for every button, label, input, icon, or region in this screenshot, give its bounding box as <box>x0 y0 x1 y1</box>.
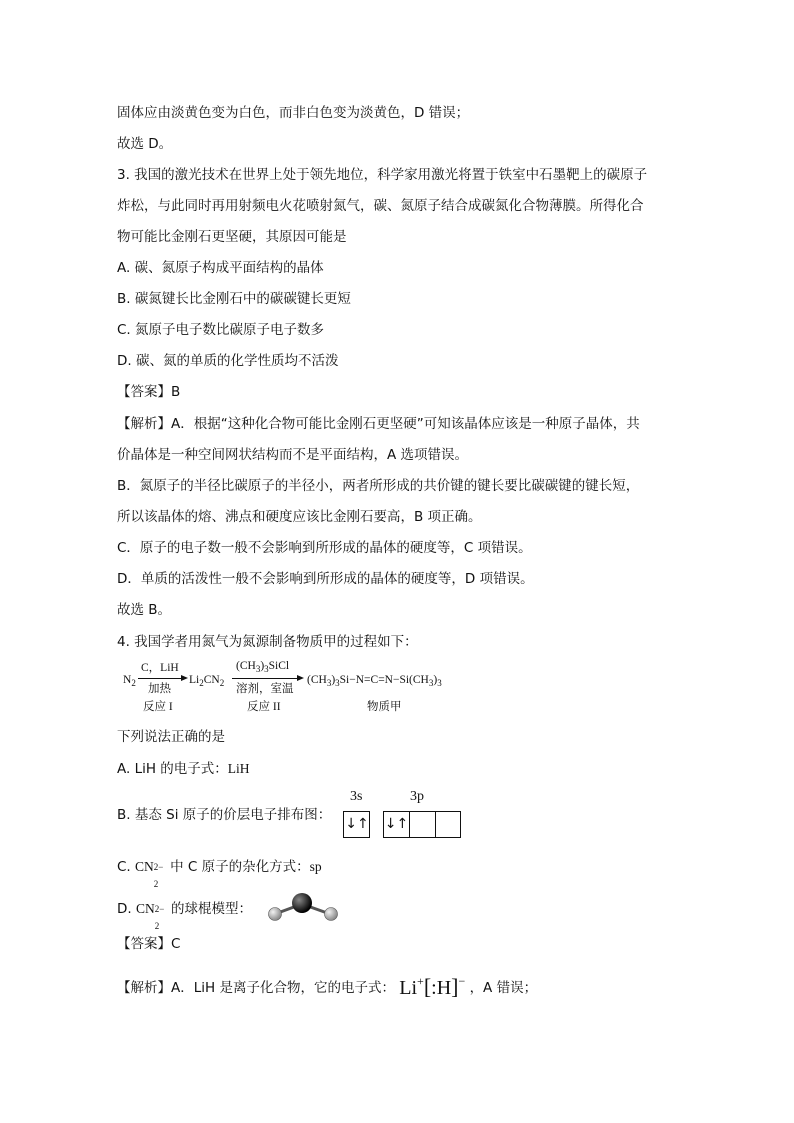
orbital-box-3p <box>383 811 461 838</box>
cn2-formula-d: CN 2− 2 <box>135 901 165 931</box>
question-3-line-2: 炸松，与此同时再用射频电火花喷射氮气，碳、氮原子结合成碳氮化合物薄膜。所得化合 <box>117 198 644 214</box>
reactant-n2: $N_2$ <box>123 674 136 688</box>
question-3-option-b: B. 碳氮键长比金刚石中的碳碳键长更短 <box>117 291 351 307</box>
question-3-explanation-4: 所以该晶体的熔、沸点和硬度应该比金刚石要高，B 项正确。 <box>117 509 482 525</box>
question-4-option-d: D. CN 2− 2 的球棍模型： <box>117 901 253 931</box>
cn2-formula: CN 2− 2 <box>135 859 164 889</box>
question-4-option-c: C. CN 2− 2 中 C 原子的杂化方式：sp <box>117 859 322 889</box>
lih-electron-formula: Li+[:H]− <box>399 974 466 999</box>
arrow-1-head <box>181 675 188 681</box>
atom-left <box>269 908 282 921</box>
orbital-3p-cell-3 <box>436 812 462 837</box>
line-1: 固体应由淡黄色变为白色，而非白色变为淡黄色，D 错误； <box>117 105 470 121</box>
orbital-box-3s <box>343 811 370 838</box>
question-4-answer: 【答案】C <box>117 936 181 952</box>
product-formula: $(CH_3)_3Si-N=C=N-Si(CH_3)_3$ <box>307 674 442 688</box>
arrow-1-conditions: 加热 <box>148 683 171 695</box>
question-3-option-d: D. 碳、氮的单质的化学性质均不活泼 <box>117 353 339 369</box>
orbital-3p-cell-2 <box>410 812 436 837</box>
question-3-answer: 【答案】B <box>117 384 181 400</box>
label-reaction-1: 反应 I <box>143 701 173 713</box>
atom-center <box>292 893 312 913</box>
orbital-3p-cell-1: ↓↑ <box>384 812 410 837</box>
question-4-explanation-1: 【解析】A．LiH 是离子化合物，它的电子式： Li+[:H]− ，A 错误； <box>117 974 538 999</box>
question-3-explanation-3: B．氮原子的半径比碳原子的半径小，两者所形成的共价键的键长要比碳碳键的键长短， <box>117 478 640 494</box>
ball-and-stick-model <box>264 892 344 926</box>
question-3-explanation-5: C．原子的电子数一般不会影响到所形成的晶体的硬度等，C 项错误。 <box>117 540 532 556</box>
question-3-explanation-2: 价晶体是一种空间网状结构而不是平面结构，A 选项错误。 <box>117 447 469 463</box>
question-4-option-a: A. LiH 的电子式：LiH <box>117 761 250 777</box>
arrow-2-reagents: $(CH_3)_3SiCl$ <box>236 660 290 674</box>
question-3-option-c: C. 氮原子电子数比碳原子电子数多 <box>117 322 325 338</box>
orbital-label-3s: 3s <box>350 789 363 804</box>
line-2: 故选 D。 <box>117 136 173 152</box>
question-3-explanation-6: D．单质的活泼性一般不会影响到所形成的晶体的硬度等，D 项错误。 <box>117 571 534 587</box>
atom-right <box>325 908 338 921</box>
question-4-line-1: 4. 我国学者用氮气为氮源制备物质甲的过程如下： <box>117 634 418 650</box>
arrow-2-head <box>297 675 304 681</box>
question-3-option-a: A. 碳、氮原子构成平面结构的晶体 <box>117 260 324 276</box>
arrow-2-line <box>232 678 298 679</box>
question-3-line-1: 3. 我国的激光技术在世界上处于领先地位，科学家用激光将置于铁室中石墨靶上的碳原子 <box>117 167 648 183</box>
question-4-line-2: 下列说法正确的是 <box>117 729 225 745</box>
question-3-explanation-1: 【解析】A．根据“这种化合物可能比金刚石更坚硬”可知该晶体应该是一种原子晶体，共 <box>117 416 640 432</box>
question-3-line-3: 物可能比金刚石更坚硬，其原因可能是 <box>117 229 347 245</box>
question-3-selection: 故选 B。 <box>117 602 172 618</box>
orbital-label-3p: 3p <box>410 789 424 804</box>
arrow-1-line <box>138 678 182 679</box>
orbital-3s-cell: ↓↑ <box>345 816 369 832</box>
label-reaction-2: 反应 II <box>247 701 281 713</box>
label-substance: 物质甲 <box>367 701 402 713</box>
question-4-option-b: B. 基态 Si 原子的价层电子排布图： <box>117 807 332 823</box>
arrow-1-reagents: C，LiH <box>141 662 179 674</box>
intermediate-li2cn2: $Li_2CN_2$ <box>189 674 225 688</box>
arrow-2-conditions: 溶剂，室温 <box>236 683 294 695</box>
